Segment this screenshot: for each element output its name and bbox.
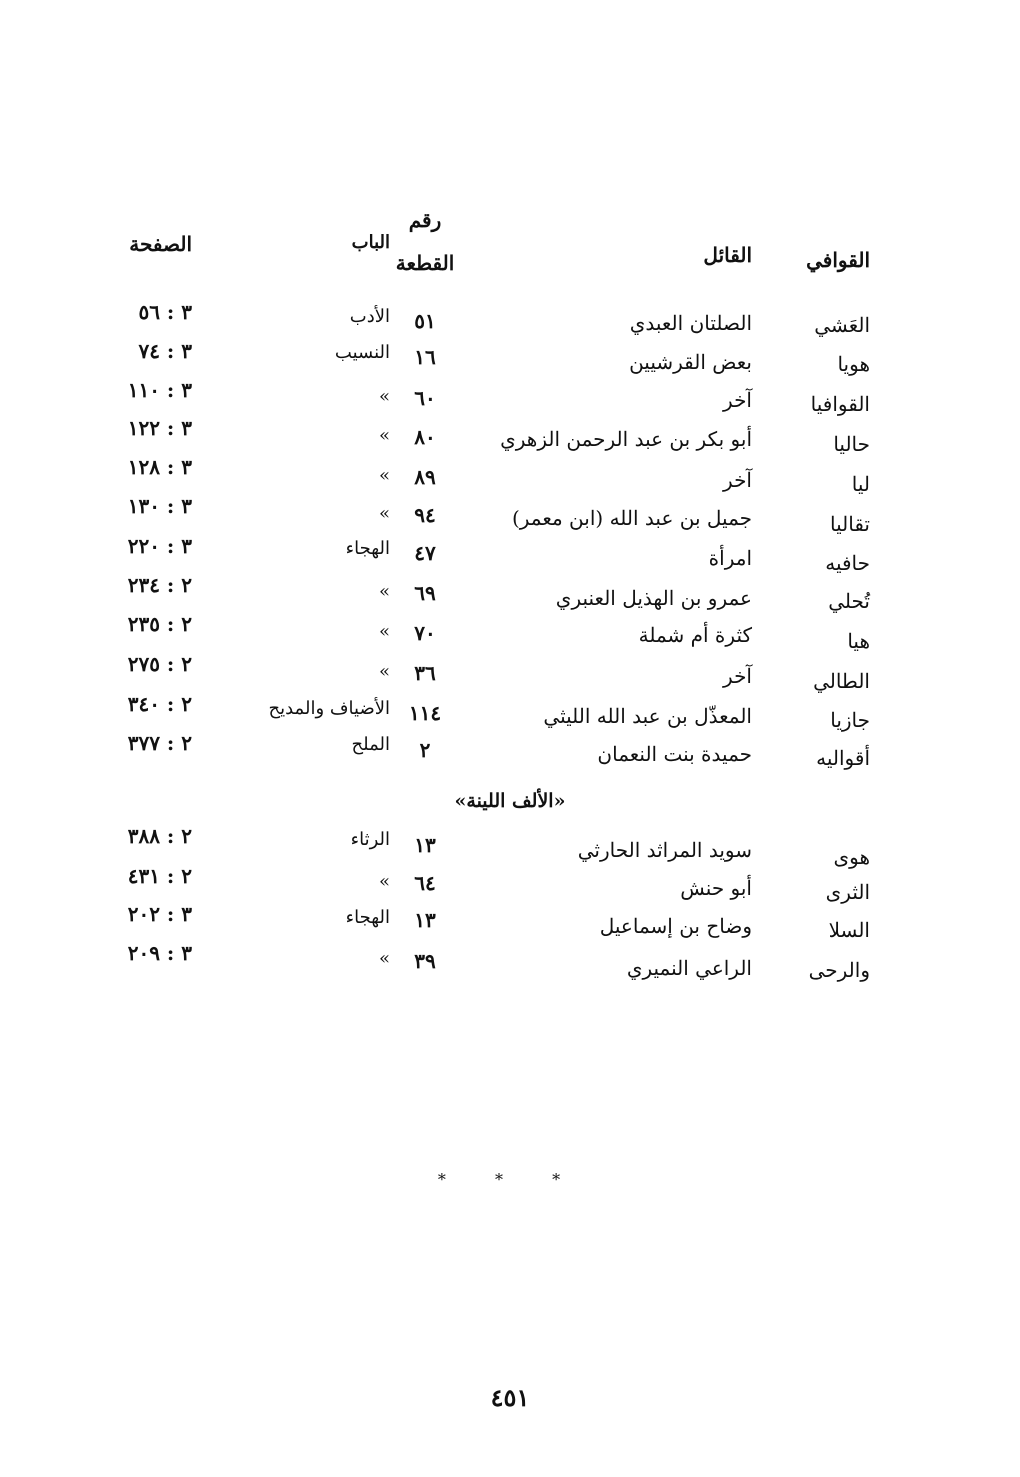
rhyme-cell: الثرى xyxy=(825,880,870,904)
poet-cell: بعض القرشيين xyxy=(629,350,752,374)
rhyme-cell: السلا xyxy=(828,918,870,942)
page-cell: ٣ : ٢٠٩ xyxy=(127,941,192,965)
page-cell: ٣ : ١١٠ xyxy=(127,378,192,402)
page-cell: ٣ : ٢٠٢ xyxy=(127,902,192,926)
page-cell: ٣ : ١٢٨ xyxy=(127,455,192,479)
poet-cell: المعذّل بن عبد الله الليثي xyxy=(543,704,752,728)
number-cell: ١٦ xyxy=(414,345,436,369)
poet-cell: عمرو بن الهذيل العنبري xyxy=(555,586,752,610)
poet-cell: آخر xyxy=(723,468,752,492)
poet-cell: آخر xyxy=(723,388,752,412)
number-cell: ٧٠ xyxy=(414,621,436,645)
number-cell: ٦٤ xyxy=(414,871,436,895)
section-divider-stars: * * * xyxy=(437,1170,583,1189)
number-cell: ٥١ xyxy=(414,309,436,333)
number-cell: ٣٩ xyxy=(414,949,436,973)
page-cell: ٢ : ٣٤٠ xyxy=(127,692,192,716)
page-cell: ٣ : ٧٤ xyxy=(138,339,192,363)
header-number-line1: رقم xyxy=(408,208,442,232)
number-cell: ١٣ xyxy=(414,908,436,932)
rhyme-cell: حافيه xyxy=(825,551,870,575)
page-cell: ٣ : ١٣٠ xyxy=(127,494,192,518)
page-cell: ٢ : ٢٧٥ xyxy=(127,652,192,676)
number-cell: ٦٩ xyxy=(414,581,436,605)
page-cell: ٢ : ٣٨٨ xyxy=(127,824,192,848)
page-cell: ٢ : ٢٣٥ xyxy=(127,612,192,636)
chapter-cell: » xyxy=(378,425,390,446)
poet-cell: جميل بن عبد الله (ابن معمر) xyxy=(511,506,752,530)
poet-cell: الراعي النميري xyxy=(626,956,752,980)
number-cell: ١١٤ xyxy=(408,701,442,725)
chapter-cell: » xyxy=(378,465,390,486)
number-cell: ٣٦ xyxy=(414,661,436,685)
chapter-cell: النسيب xyxy=(334,342,390,363)
number-cell: ٤٧ xyxy=(414,541,436,565)
chapter-cell: » xyxy=(378,581,390,602)
header-number-line2: القطعة xyxy=(395,251,455,275)
number-cell: ١٣ xyxy=(414,833,436,857)
poet-cell: امرأة xyxy=(708,546,752,570)
rhyme-cell: القوافيا xyxy=(810,392,870,416)
rhyme-cell: هيا xyxy=(847,629,870,653)
header-poet: القائل xyxy=(703,243,752,267)
rhyme-cell: أقواليه xyxy=(816,746,870,770)
poet-cell: أبو بكر بن عبد الرحمن الزهري xyxy=(500,427,752,451)
poet-cell: الصلتان العبدي xyxy=(629,311,752,335)
rhyme-cell: الطالي xyxy=(813,669,870,693)
rhyme-cell: جازيا xyxy=(830,708,870,732)
rhyme-cell: ليا xyxy=(851,472,870,496)
chapter-cell: » xyxy=(378,503,390,524)
rhyme-cell: حاليا xyxy=(833,432,870,456)
chapter-cell: الهجاء xyxy=(345,907,390,928)
number-cell: ٨٩ xyxy=(414,465,436,489)
section-heading: «الألف اللينة» xyxy=(454,790,566,812)
number-cell: ٢ xyxy=(419,738,431,762)
poet-cell: آخر xyxy=(723,664,752,688)
page-cell: ٢ : ٣٧٧ xyxy=(127,731,192,755)
chapter-cell: » xyxy=(378,621,390,642)
poet-cell: حميدة بنت النعمان xyxy=(597,742,752,766)
poet-cell: كثرة أم شملة xyxy=(638,623,752,647)
rhyme-cell: تقاليا xyxy=(830,512,870,536)
rhyme-cell: العَشي xyxy=(814,313,870,337)
header-chapter: الباب xyxy=(351,232,390,253)
header-page: الصفحة xyxy=(129,232,192,256)
chapter-cell: » xyxy=(378,386,390,407)
chapter-cell: الأدب xyxy=(349,306,390,327)
number-cell: ٩٤ xyxy=(414,503,436,527)
page-cell: ٢ : ٤٣١ xyxy=(127,864,192,888)
chapter-cell: » xyxy=(378,871,390,892)
chapter-cell: الهجاء xyxy=(345,538,390,559)
page-cell: ٣ : ٢٢٠ xyxy=(127,534,192,558)
page-number: ٤٥١ xyxy=(490,1383,530,1412)
header-rhymes: القوافي xyxy=(806,248,870,272)
rhyme-cell: تُحلي xyxy=(828,589,870,613)
poet-cell: سويد المراثد الحارثي xyxy=(577,838,752,862)
poet-cell: وضاح بن إسماعيل xyxy=(599,914,752,938)
chapter-cell: الرثاء xyxy=(350,829,390,850)
number-cell: ٨٠ xyxy=(414,425,436,449)
poet-cell: أبو حنش xyxy=(680,876,752,900)
page-cell: ٣ : ١٢٢ xyxy=(127,416,192,440)
chapter-cell: » xyxy=(378,661,390,682)
rhyme-cell: هويا xyxy=(837,352,870,376)
chapter-cell: » xyxy=(378,948,390,969)
chapter-cell: الأضياف والمديح xyxy=(268,698,390,719)
rhyme-cell: والرحى xyxy=(808,958,870,982)
page-cell: ٣ : ٥٦ xyxy=(138,300,192,324)
rhyme-cell: هوى xyxy=(833,845,870,869)
chapter-cell: الملح xyxy=(351,734,390,755)
page-cell: ٢ : ٢٣٤ xyxy=(127,573,192,597)
number-cell: ٦٠ xyxy=(414,386,436,410)
